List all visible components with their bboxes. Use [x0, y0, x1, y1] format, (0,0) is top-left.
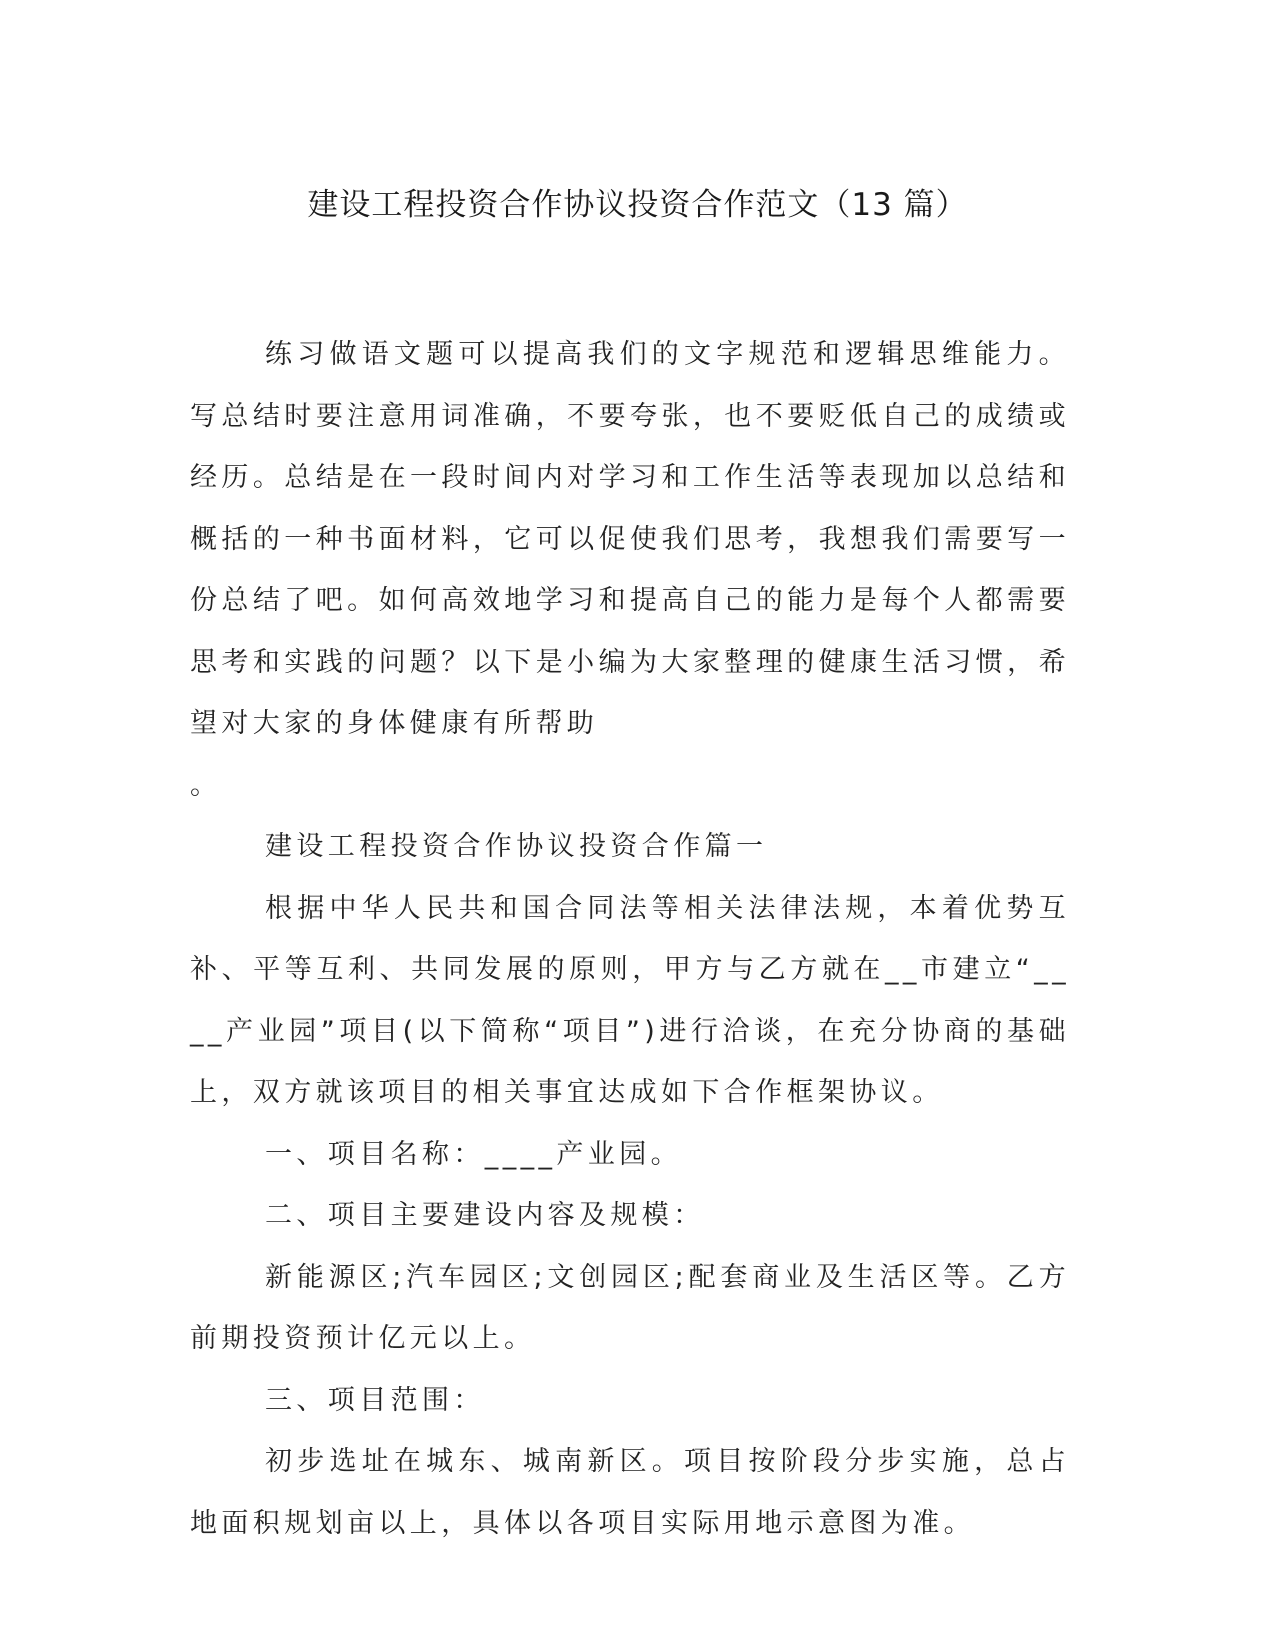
intro-paragraph: 练习做语文题可以提高我们的文字规范和逻辑思维能力。写总结时要注意用词准确，不要夸张，也不要贬低自己的成绩或经历。总结是在一段时间内对学习和工作生活等表现加以总结和概括的一种书面材料，它可以促使我们思考，我想我们需要写一份总结了吧。如何高效地学习和提高自己的能力是每个人都需要思考和实践的问题？以下是小编为大家整理的健康生活习惯，希望对大家的身体健康有所帮助 — [190, 339, 1070, 739]
intro-trailing-period: 。 — [190, 769, 222, 801]
section-heading-part-one: 建设工程投资合作协议投资合作篇一 — [265, 831, 768, 862]
document-title: 建设工程投资合作协议投资合作范文（13 篇） — [307, 187, 968, 223]
agreement-preamble-paragraph: 根据中华人民共和国合同法等相关法律法规，本着优势互补、平等互利、共同发展的原则，甲方与乙方就在__市建立“____产业园”项目(以下简称“项目”)进行洽谈，在充分协商的基础上，双方就该项目的相关事宜达成如下合作框架协议。 — [190, 892, 1070, 1108]
clause-construction-scope-heading: 二、项目主要建设内容及规模： — [265, 1200, 705, 1231]
document-body — [190, 324, 1070, 1554]
clause-project-name: 一、项目名称：____产业园。 — [265, 1138, 682, 1170]
clause-project-range-body: 初步选址在城东、城南新区。项目按阶段分步实施，总占地面积规划亩以上，具体以各项目实际用地示意图为准。 — [190, 1446, 1070, 1539]
clause-project-range-heading: 三、项目范围： — [265, 1384, 485, 1416]
clause-construction-scope-body: 新能源区;汽车园区;文创园区;配套商业及生活区等。乙方前期投资预计亿元以上。 — [190, 1261, 1070, 1354]
